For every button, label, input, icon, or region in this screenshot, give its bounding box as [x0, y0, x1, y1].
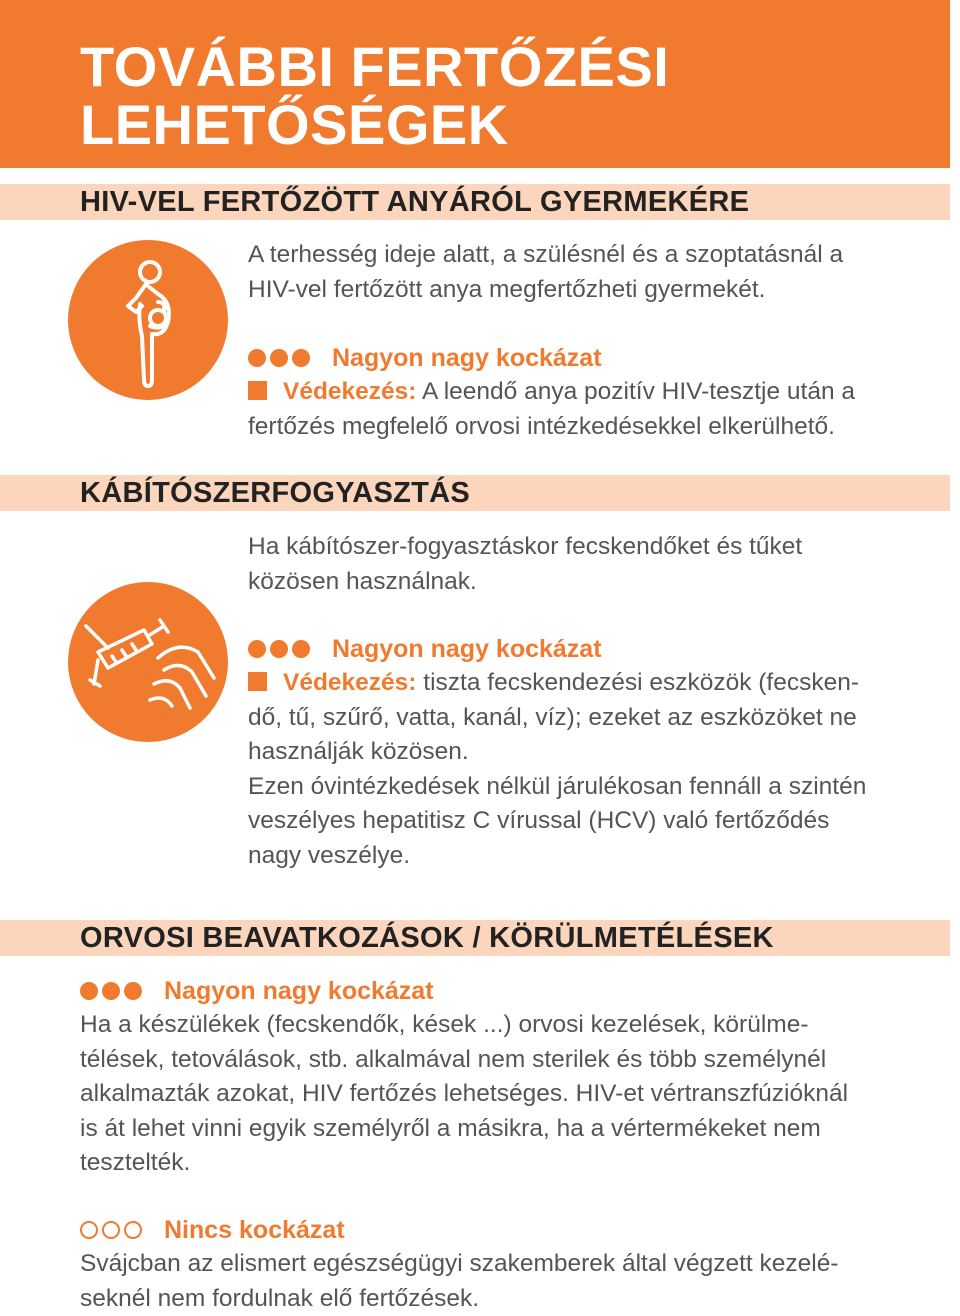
mother-description: A terhesség ideje alatt, a szülésnél és a szoptatásnál a HIV-vel fertőzött anya megfertőzheti gyermekét. [248, 241, 844, 303]
medical-risk-level: Nagyon nagy kockázat [80, 974, 434, 1008]
section-heading-mother: HIV-VEL FERTŐZÖTT ANYÁRÓL GYERMEKÉRE [80, 186, 750, 218]
section-band-medical [0, 920, 950, 956]
empty-risk-dots-icon [80, 1213, 146, 1247]
medical-no-risk-description: Svájcban az elismert egészségügyi szakemberek által végzett kezelé- seknél nem fordulnak elő fertőzések. [80, 1250, 839, 1312]
square-bullet-icon [248, 672, 267, 691]
pregnant-woman-icon [68, 240, 228, 400]
mother-prevention: Védekezés: A leendő anya pozitív HIV-tesztje után a fertőzés megfelelő orvosi intézkedésekkel elkerülhető. [248, 378, 856, 440]
square-bullet-icon [248, 381, 267, 400]
page-title [80, 35, 670, 156]
page-header [0, 0, 950, 168]
medical-no-risk-level: Nincs kockázat [80, 1213, 345, 1247]
drugs-prevention: Védekezés: tiszta fecskendezési eszközök (fecsken- dő, tű, szűrő, vatta, kanál, víz); ezeket az eszközöket ne használják közösen. Ezen óvintézkedések nélkül járulékosan fennáll a szintén veszélyes hepatitisz C vírussal (HCV) való fertőződés nagy veszélye. [248, 669, 867, 869]
medical-description: Ha a készülékek (fecskendők, kések ...) orvosi kezelések, körülme- télések, tetoválások, stb. alkalmával nem sterilek és több személynél alkalmazták azokat, HIV fertőzés lehetséges. HIV-et vértranszfúzióknál is át lehet vinni egyik személyről a másikra, ha a vértermékeket nem tesztelték. [80, 1011, 849, 1176]
drugs-description: Ha kábítószer-fogyasztáskor fecskendőket és tűket közösen használnak. [248, 533, 803, 595]
section-band-mother [0, 184, 950, 220]
syringe-hand-icon [68, 582, 228, 742]
page-title-line2: LEHETŐSÉGEK [80, 93, 509, 156]
section-band-drugs [0, 475, 950, 511]
risk-dots-icon [248, 632, 314, 666]
risk-dots-icon [248, 341, 314, 375]
section-heading-medical: ORVOSI BEAVATKOZÁSOK / KÖRÜLMETÉLÉSEK [80, 922, 774, 954]
section-heading-drugs: KÁBÍTÓSZERFOGYASZTÁS [80, 477, 471, 509]
risk-dots-icon [80, 974, 146, 1008]
mother-risk-level: Nagyon nagy kockázat [248, 341, 602, 375]
page-title-line1: TOVÁBBI FERTŐZÉSI [80, 35, 670, 98]
drugs-risk-level: Nagyon nagy kockázat [248, 632, 602, 666]
